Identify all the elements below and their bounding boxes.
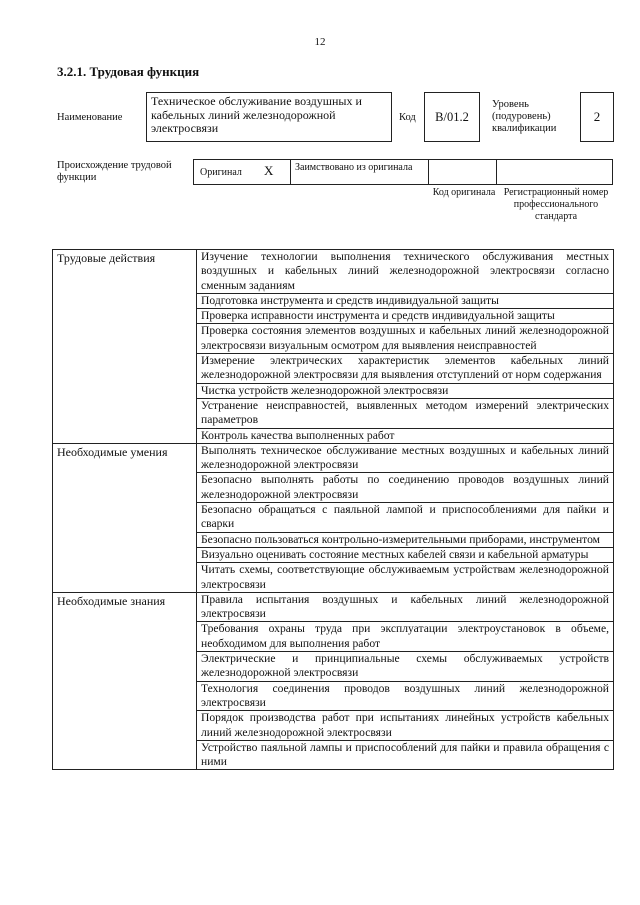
function-name-box: Техническое обслуживание воздушных и кабельных линий железнодорожной электросвязи: [146, 92, 392, 142]
table-cell: Выполнять техническое обслуживание местных воздушных и кабельных линий железнодорожной электросвязи: [197, 443, 614, 473]
qualification-level-box: 2: [580, 92, 614, 142]
page-number: 12: [314, 36, 326, 48]
original-label: Оригинал: [200, 167, 242, 178]
table-cell: Читать схемы, соответствующие обслуживаемым устройствам железнодорожной электросвязи: [197, 563, 614, 593]
table-cell: Требования охраны труда при эксплуатации электроустановок в объеме, необходимом для выполнения работ: [197, 622, 614, 652]
table-row: [53, 250, 614, 294]
table-cell: Порядок производства работ при испытаниях линейных устройств кабельных линий железнодорожной электросвязи: [197, 711, 614, 741]
borrowed-label: Заимствовано из оригинала: [295, 162, 413, 173]
table-row: [53, 592, 614, 622]
table-cell: Безопасно пользоваться контрольно-измерительными приборами, инструментом: [197, 532, 614, 547]
table-cell: Технология соединения проводов воздушных линий железнодорожной электросвязи: [197, 681, 614, 711]
original-mark: X: [264, 163, 274, 178]
original-code-caption: Код оригинала: [432, 187, 496, 198]
origin-table: [193, 159, 613, 185]
table-cell: Устранение неисправностей, выявленных методом измерений электрических параметров: [197, 398, 614, 428]
table-cell: Контроль качества выполненных работ: [197, 428, 614, 443]
table-cell: Безопасно обращаться с паяльной лампой и приспособлениями для пайки и сварки: [197, 503, 614, 533]
table-cell: Проверка исправности инструмента и средств индивидуальной защиты: [197, 309, 614, 324]
table-row: [53, 443, 614, 473]
borrowed-cell: [290, 159, 429, 185]
original-cell: [193, 159, 291, 185]
section-heading-knowledge: Необходимые знания: [53, 592, 197, 770]
registration-number-cell: [496, 159, 613, 185]
registration-number-caption: Регистрационный номер профессионального стандарта: [503, 187, 609, 222]
function-details-table: [52, 249, 614, 770]
origin-label: Происхождение трудовой функции: [57, 160, 172, 183]
function-code-box: В/01.2: [424, 92, 480, 142]
section-title: 3.2.1. Трудовая функция: [57, 64, 200, 79]
section-heading-skills: Необходимые умения: [53, 443, 197, 592]
original-code-cell: [428, 159, 497, 185]
table-cell: Безопасно выполнять работы по соединению проводов воздушных линий железнодорожной электросвязи: [197, 473, 614, 503]
table-cell: Устройство паяльной лампы и приспособлений для пайки и правила обращения с ними: [197, 740, 614, 770]
table-cell: Проверка состояния элементов воздушных и кабельных линий железнодорожной электросвязи визуальным осмотром для выявления неисправностей: [197, 324, 614, 354]
table-cell: Изучение технологии выполнения технического обслуживания местных воздушных и кабельных линий железнодорожной электросвязи согласно сменным заданиям: [197, 250, 614, 294]
table-cell: Визуально оценивать состояние местных кабелей связи и кабельной арматуры: [197, 547, 614, 562]
level-label: Уровень (подуровень) квалификации: [492, 99, 557, 134]
table-cell: Подготовка инструмента и средств индивидуальной защиты: [197, 293, 614, 308]
table-cell: Чистка устройств железнодорожной электросвязи: [197, 383, 614, 398]
code-label: Код: [399, 112, 416, 123]
section-heading-actions: Трудовые действия: [53, 250, 197, 444]
table-cell: Измерение электрических характеристик элементов кабельных линий железнодорожной электросвязи для выявления отступлений от норм содержания: [197, 354, 614, 384]
name-label: Наименование: [57, 112, 123, 123]
table-cell: Правила испытания воздушных и кабельных линий железнодорожной электросвязи: [197, 592, 614, 622]
table-cell: Электрические и принципиальные схемы обслуживаемых устройств железнодорожной электросвязи: [197, 652, 614, 682]
